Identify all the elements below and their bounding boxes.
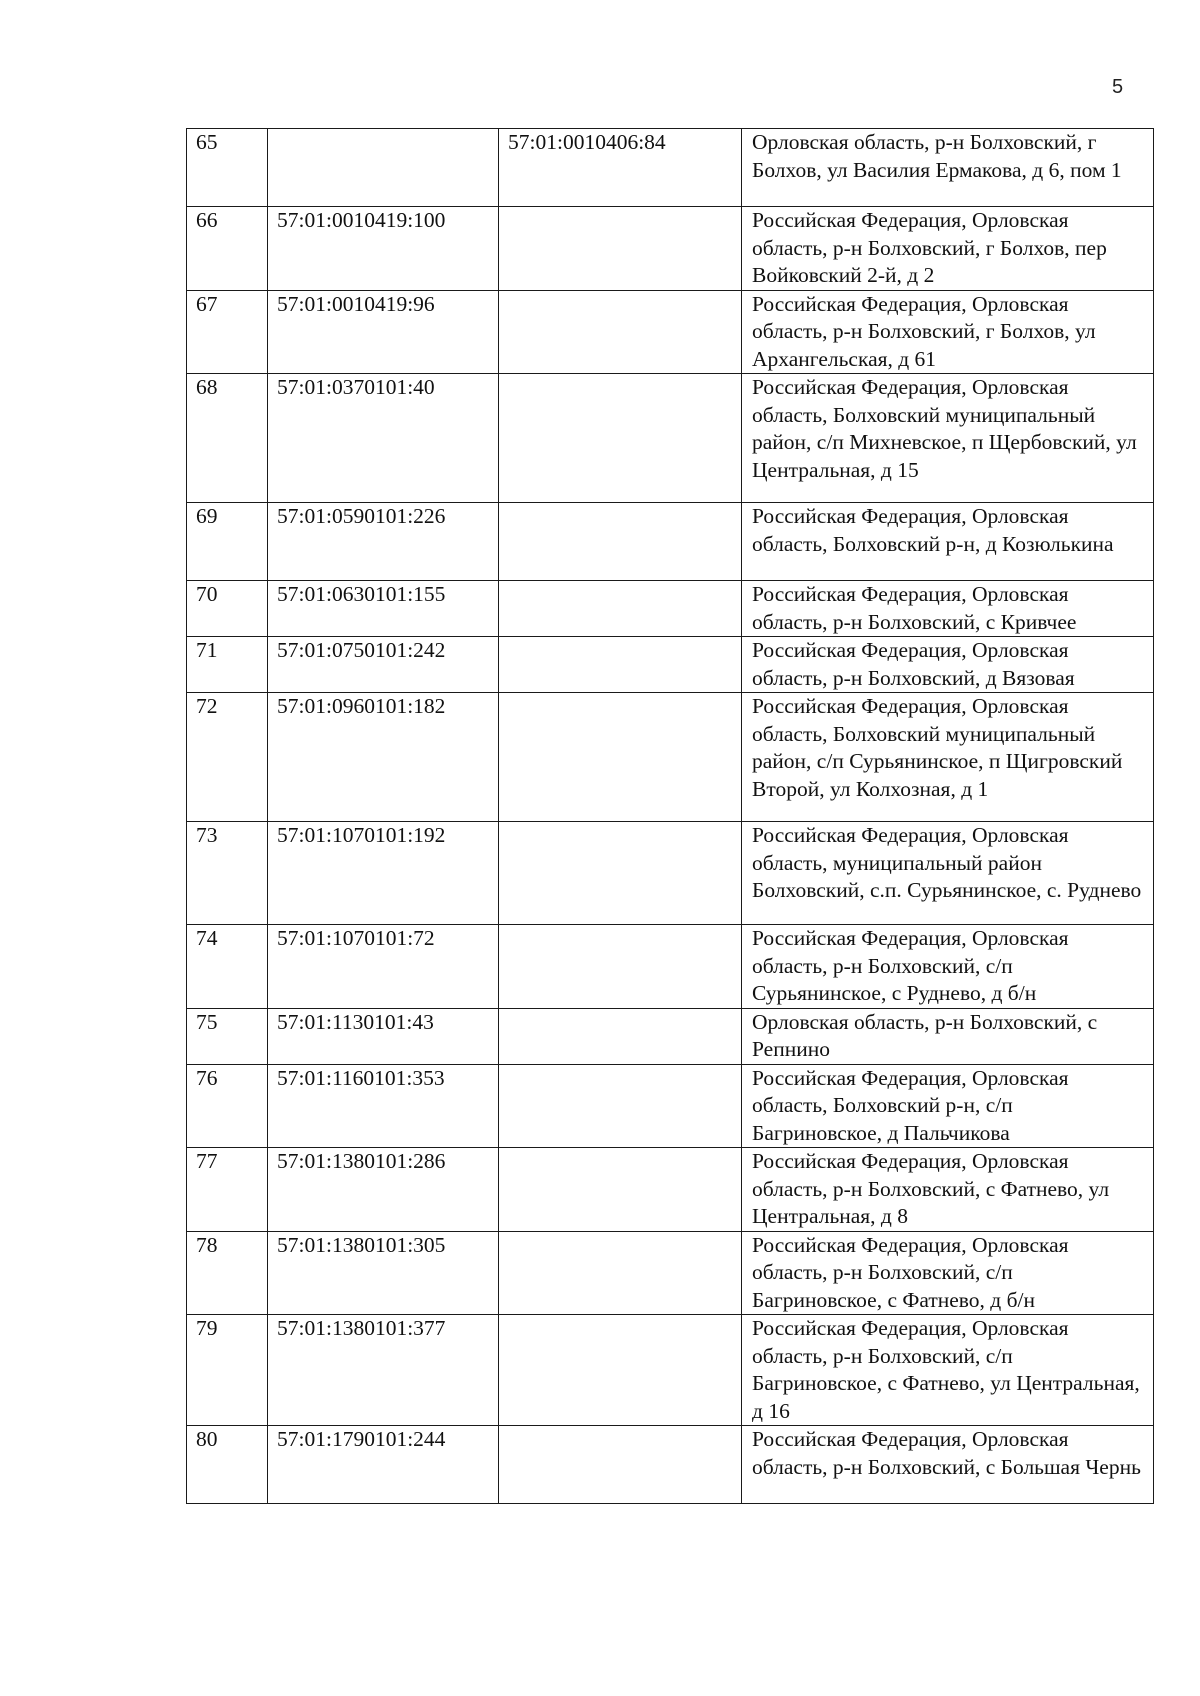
table-row [187,1008,1154,1064]
cadastral-number-cell: 57:01:0010419:96 [268,290,499,374]
row-number-cell: 71 [187,637,268,693]
cadastral-number-cell: 57:01:0960101:182 [268,693,499,822]
cadastral-number-alt-cell [499,1064,742,1148]
cadastral-number-alt-cell [499,1231,742,1315]
cadastral-number-cell: 57:01:1790101:244 [268,1426,499,1504]
address-cell: Российская Федерация, Орловская область, р-н Болховский, с/п Сурьянинское, с Руднево, д б/н [742,925,1154,1009]
cadastral-number-cell [268,129,499,207]
table-row [187,925,1154,1009]
cadastral-number-cell: 57:01:0010419:100 [268,207,499,291]
row-number-cell: 74 [187,925,268,1009]
table-row [187,822,1154,925]
cadastral-number-cell: 57:01:1130101:43 [268,1008,499,1064]
table-row [187,374,1154,503]
table-row [187,693,1154,822]
row-number-cell: 67 [187,290,268,374]
cadastral-number-alt-cell [499,1008,742,1064]
cadastral-number-alt-cell [499,290,742,374]
address-cell: Орловская область, р-н Болховский, г Болхов, ул Василия Ермакова, д 6, пом 1 [742,129,1154,207]
address-cell: Российская Федерация, Орловская область, р-н Болховский, с Кривчее [742,581,1154,637]
cadastral-number-alt-cell: 57:01:0010406:84 [499,129,742,207]
row-number-cell: 77 [187,1148,268,1232]
address-cell: Российская Федерация, Орловская область, Болховский р-н, с/п Багриновское, д Пальчикова [742,1064,1154,1148]
cadastral-number-cell: 57:01:1070101:192 [268,822,499,925]
address-cell: Российская Федерация, Орловская область, р-н Болховский, с Фатнево, ул Центральная, д 8 [742,1148,1154,1232]
table-row [187,290,1154,374]
cadastral-number-alt-cell [499,374,742,503]
table-row [187,129,1154,207]
cadastral-number-cell: 57:01:1380101:377 [268,1315,499,1426]
table-row [187,1315,1154,1426]
cadastral-number-cell: 57:01:1380101:305 [268,1231,499,1315]
row-number-cell: 80 [187,1426,268,1504]
row-number-cell: 69 [187,503,268,581]
page-number: 5 [1112,76,1124,98]
cadastral-number-cell: 57:01:1160101:353 [268,1064,499,1148]
table-row [187,1231,1154,1315]
address-cell: Российская Федерация, Орловская область, р-н Болховский, с Большая Чернь [742,1426,1154,1504]
table-row [187,1064,1154,1148]
row-number-cell: 76 [187,1064,268,1148]
cadastral-number-cell: 57:01:0590101:226 [268,503,499,581]
address-cell: Российская Федерация, Орловская область, р-н Болховский, г Болхов, пер Войковский 2-й, д 2 [742,207,1154,291]
table-row [187,503,1154,581]
table-row [187,1426,1154,1504]
cadastral-number-cell: 57:01:1070101:72 [268,925,499,1009]
row-number-cell: 68 [187,374,268,503]
cadastral-number-alt-cell [499,503,742,581]
cadastral-number-alt-cell [499,1426,742,1504]
cadastral-number-alt-cell [499,693,742,822]
table-row [187,1148,1154,1232]
address-cell: Российская Федерация, Орловская область, муниципальный район Болховский, с.п. Сурьянинское, с. Руднево [742,822,1154,925]
cadastral-number-alt-cell [499,1148,742,1232]
table-row [187,581,1154,637]
cadastral-number-alt-cell [499,637,742,693]
property-table [186,128,1154,1504]
address-cell: Российская Федерация, Орловская область, р-н Болховский, д Вязовая [742,637,1154,693]
row-number-cell: 65 [187,129,268,207]
cadastral-number-cell: 57:01:1380101:286 [268,1148,499,1232]
table-row [187,637,1154,693]
cadastral-number-alt-cell [499,581,742,637]
row-number-cell: 66 [187,207,268,291]
address-cell: Российская Федерация, Орловская область, р-н Болховский, с/п Багриновское, с Фатнево, ул Центральная, д 16 [742,1315,1154,1426]
cadastral-number-cell: 57:01:0630101:155 [268,581,499,637]
address-cell: Российская Федерация, Орловская область, Болховский муниципальный район, с/п Сурьянинское, п Щигровский Второй, ул Колхозная, д 1 [742,693,1154,822]
address-cell: Российская Федерация, Орловская область, р-н Болховский, г Болхов, ул Архангельская, д 61 [742,290,1154,374]
address-cell: Российская Федерация, Орловская область, Болховский р-н, д Козюлькина [742,503,1154,581]
table-row [187,207,1154,291]
cadastral-number-alt-cell [499,822,742,925]
cadastral-number-alt-cell [499,925,742,1009]
cadastral-number-cell: 57:01:0750101:242 [268,637,499,693]
cadastral-number-alt-cell [499,1315,742,1426]
cadastral-number-alt-cell [499,207,742,291]
row-number-cell: 70 [187,581,268,637]
address-cell: Российская Федерация, Орловская область, р-н Болховский, с/п Багриновское, с Фатнево, д б/н [742,1231,1154,1315]
row-number-cell: 72 [187,693,268,822]
row-number-cell: 78 [187,1231,268,1315]
address-cell: Российская Федерация, Орловская область, Болховский муниципальный район, с/п Михневское, п Щербовский, ул Центральная, д 15 [742,374,1154,503]
table-body [187,129,1154,1504]
row-number-cell: 73 [187,822,268,925]
cadastral-number-cell: 57:01:0370101:40 [268,374,499,503]
row-number-cell: 79 [187,1315,268,1426]
address-cell: Орловская область, р-н Болховский, с Репнино [742,1008,1154,1064]
row-number-cell: 75 [187,1008,268,1064]
